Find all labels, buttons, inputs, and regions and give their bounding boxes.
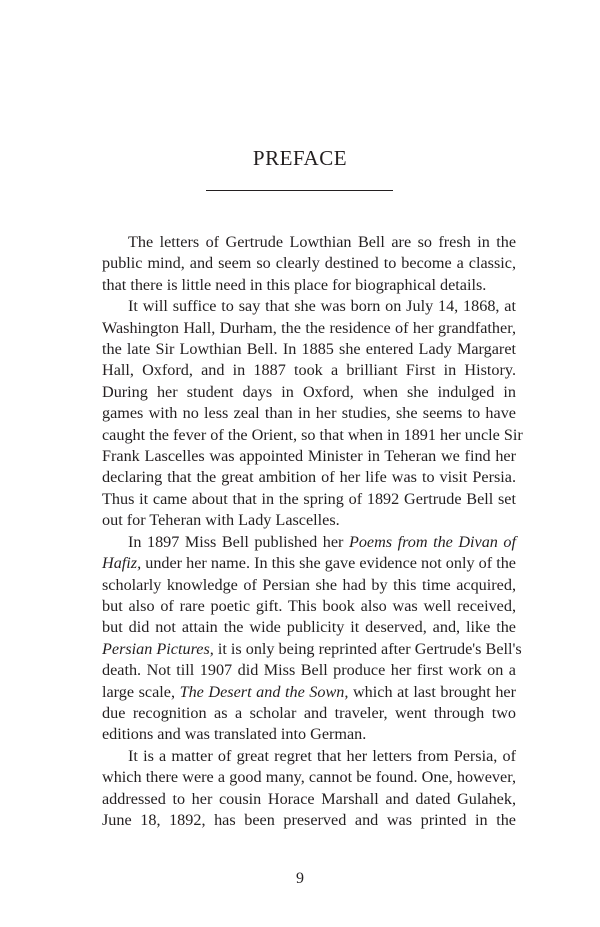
- text-line: It will suffice to say that she was born on July 14, 1868, at: [128, 297, 516, 316]
- paragraph: [102, 296, 523, 531]
- text-line: [102, 660, 516, 681]
- text-line: [102, 532, 516, 553]
- text-line: It is a matter of great regret that her letters from Persia, of: [128, 746, 516, 765]
- paragraph: [102, 532, 522, 746]
- italic-title: Poems from the Divan of: [348, 532, 516, 551]
- chapter-title: PREFACE: [252, 146, 348, 170]
- text-line: The letters of Gertrude Lowthian Bell are so fresh in the: [128, 233, 516, 251]
- text-line: [102, 553, 516, 574]
- page-number: 9: [296, 870, 304, 887]
- text-line: [102, 703, 516, 724]
- text-line: declaring that the great ambition of her life was to visit Persia.: [102, 468, 516, 487]
- text-line: Washington Hall, Durham, the the residence of her grandfather,: [102, 318, 516, 337]
- text-line: out for Teheran with Lady Lascelles.: [102, 511, 340, 530]
- text-run: it is only being reprinted after Gertrude's Bell's: [213, 639, 522, 658]
- text-run: under her name. In this she gave evidence not only of the: [141, 554, 516, 573]
- text-run: but also of rare poetic gift. This book also was well received,: [102, 596, 516, 615]
- text-line: caught the fever of the Orient, so that when in 1891 her uncle Sir: [102, 425, 523, 444]
- italic-title: The Desert and the Sown,: [179, 682, 349, 701]
- text-run: which at last brought her: [348, 682, 516, 701]
- text-line: During her student days in Oxford, when she indulged in: [102, 382, 516, 401]
- text-line: games with no less zeal than in her studies, she seems to have: [102, 404, 516, 423]
- text-line: [102, 575, 516, 596]
- text-run: due recognition as a scholar and traveler, went through two: [102, 703, 516, 722]
- text-run: editions and was translated into German.: [102, 725, 367, 744]
- text-line: addressed to her cousin Horace Marshall and dated Gulahek,: [102, 789, 516, 808]
- body-text: [102, 232, 523, 831]
- text-line: Hall, Oxford, and in 1887 took a brilliant First in History.: [102, 361, 516, 380]
- text-line: [102, 682, 516, 703]
- text-line: [102, 639, 522, 660]
- text-line: Frank Lascelles was appointed Minister in Teheran we find her: [102, 447, 516, 466]
- title-rule: [206, 190, 393, 191]
- text-line: June 18, 1892, has been preserved and was printed in the: [102, 810, 516, 829]
- text-line: which there were a good many, cannot be found. One, however,: [102, 768, 516, 787]
- text-line: public mind, and seem so clearly destined to become a classic,: [102, 254, 516, 273]
- text-line: that there is little need in this place for biographical details.: [102, 275, 487, 294]
- italic-title: Persian Pictures,: [102, 639, 214, 658]
- text-run: but did not attain the wide publicity it deserved, and, like the: [102, 618, 516, 637]
- text-run: large scale,: [102, 682, 180, 701]
- paragraph: [102, 746, 516, 832]
- text-line: Thus it came about that in the spring of 1892 Gertrude Bell set: [102, 489, 516, 508]
- text-run: In 1897 Miss Bell published her: [128, 532, 349, 551]
- text-line: [102, 596, 516, 617]
- text-run: death. Not till 1907 did Miss Bell produce her first work on a: [102, 661, 516, 680]
- paragraph: [102, 232, 516, 296]
- text-line: [102, 617, 516, 638]
- italic-title: Hafiz,: [102, 554, 142, 573]
- text-line: the late Sir Lowthian Bell. In 1885 she entered Lady Margaret: [102, 340, 516, 359]
- text-run: scholarly knowledge of Persian she had by this time acquired,: [102, 575, 516, 594]
- text-line: [102, 724, 516, 745]
